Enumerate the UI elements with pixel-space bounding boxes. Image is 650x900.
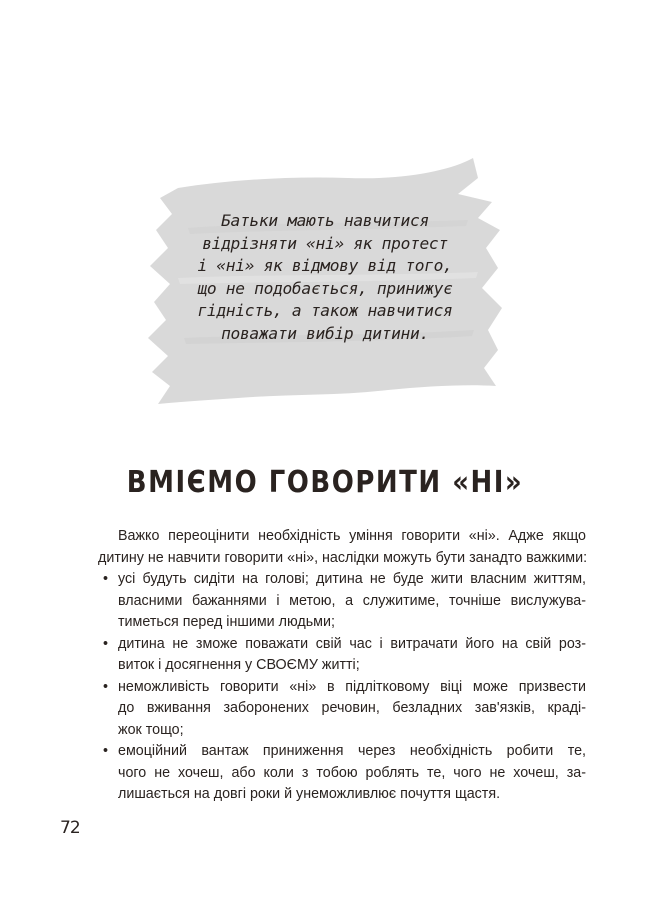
- quote-line: що не подобається, принижує: [197, 278, 453, 298]
- body-text: [98, 526, 586, 806]
- pull-quote: [180, 210, 470, 345]
- intro-line: Важко переоцінити необхідність уміння говорити «ні». Адже якщо: [118, 528, 586, 544]
- bullet-continuation: жок тощо;: [118, 721, 184, 738]
- section-heading: ВМІЄМО ГОВОРИТИ «НІ»: [126, 465, 524, 501]
- quote-line: Батьки мають навчитися: [221, 211, 429, 230]
- bullet-item: • неможливість говорити «ні» в підлітковому віці може призвести: [98, 677, 586, 699]
- bullet-item: • емоційний вантаж приниження через необхідність робити те,: [98, 741, 586, 763]
- quote-line: поважати вибір дитини.: [221, 323, 429, 343]
- bullet-item: • усі будуть сидіти на голові; дитина не буде жити власним життям,: [98, 569, 586, 591]
- bullet-continuation: власними бажаннями і метою, а служитиме, точніше вислужува-: [118, 592, 586, 609]
- bullet-continuation: лишається на довгі роки й унеможливлює почуття щастя.: [118, 786, 501, 802]
- quote-line: відрізняти «ні» як протест: [202, 233, 448, 253]
- bullet-item: • дитина не зможе поважати свій час і витрачати його на свій роз-: [98, 634, 586, 656]
- bullet-continuation: тиметься перед іншими людьми;: [118, 614, 335, 630]
- intro-line: дитину не навчити говорити «ні», наслідки можуть бути занадто важкими:: [98, 549, 588, 566]
- quote-line: гідність, а також навчитися: [197, 301, 453, 320]
- bullet-continuation: виток і досягнення у СВОЄМУ житті;: [118, 657, 360, 673]
- quote-line: і «ні» як відмову від того,: [197, 256, 453, 275]
- page-number: 72: [60, 818, 80, 838]
- bullet-continuation: чого не хочеш, або коли з тобою роблять те, чого не хочеш, за-: [118, 764, 586, 781]
- bullet-continuation: до вживання заборонених речовин, безладних зав'язків, краді-: [118, 700, 586, 716]
